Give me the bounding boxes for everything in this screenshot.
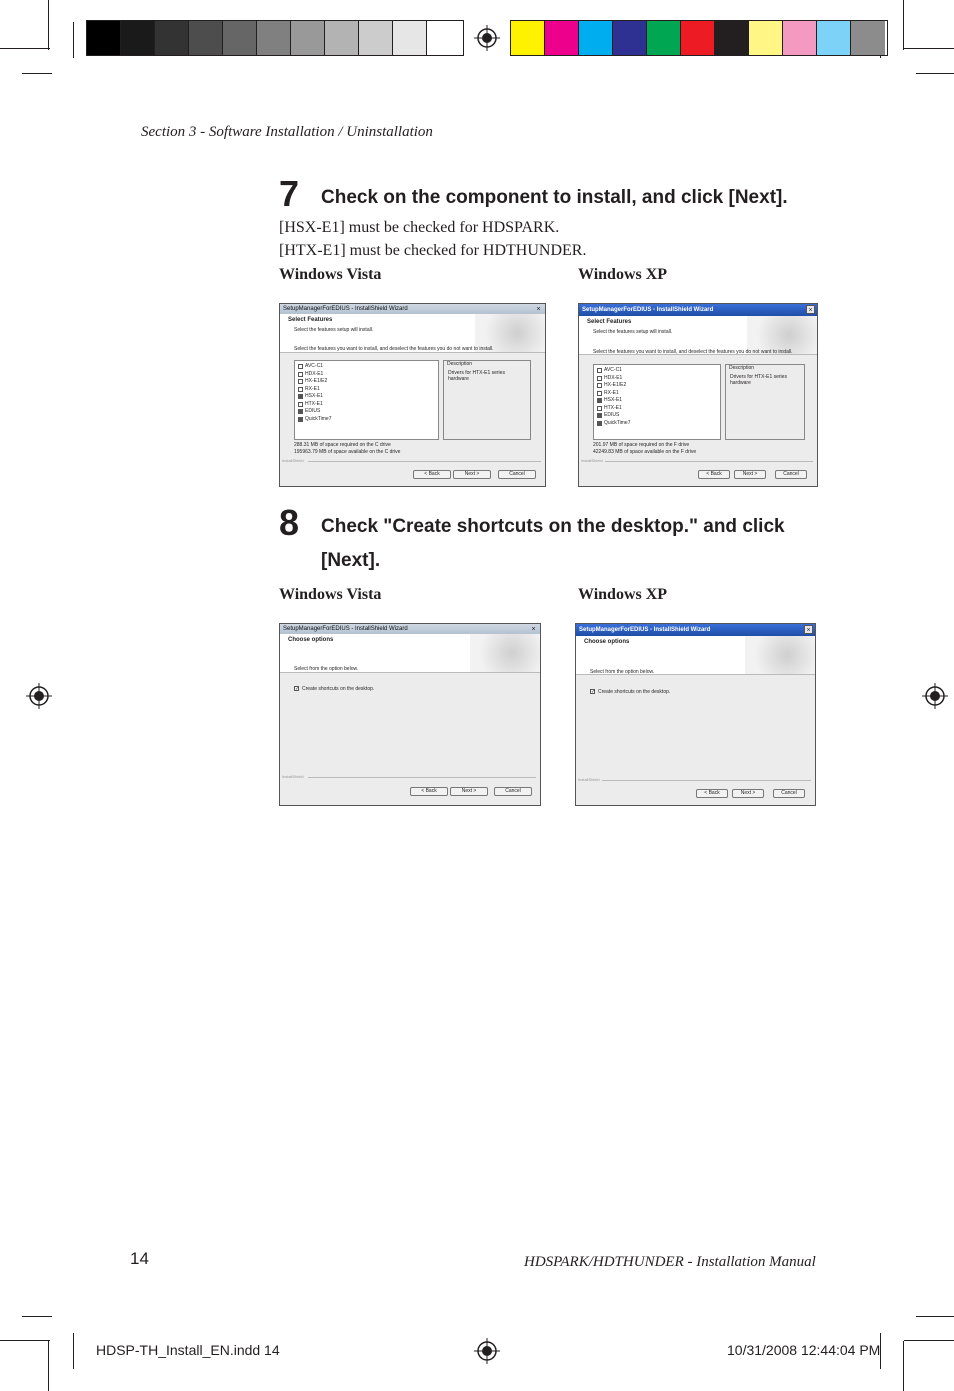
color-swatch [749, 21, 783, 55]
feature-label: EDIUS [604, 412, 620, 418]
dialog-titlebar: SetupManagerForEDIUS - InstallShield Wizard [576, 624, 815, 636]
next-button[interactable]: Next > [732, 789, 764, 798]
color-swatch [647, 21, 681, 55]
cancel-button[interactable]: Cancel [498, 470, 536, 479]
dialog-instruction: Select the features you want to install, and deselect the features you do not want to install. [294, 346, 494, 352]
vista-choose-options-dialog [279, 623, 541, 806]
cancel-button[interactable]: Cancel [494, 787, 532, 796]
feature-item[interactable] [295, 363, 438, 371]
dialog-subheading: Select the features setup will install. [593, 329, 673, 335]
checkbox-icon[interactable] [597, 406, 602, 411]
color-swatch [189, 21, 223, 55]
next-button[interactable]: Next > [453, 470, 491, 479]
description-box [725, 364, 805, 440]
step-title: Check "Create shortcuts on the desktop." and click [321, 516, 785, 537]
close-icon[interactable]: × [804, 625, 813, 634]
page-number: 14 [130, 1249, 149, 1268]
color-swatch [121, 21, 155, 55]
color-swatch [851, 21, 885, 55]
back-button[interactable]: < Back [413, 470, 451, 479]
color-swatch [511, 21, 545, 55]
manual-title: HDSPARK/HDTHUNDER - Installation Manual [524, 1254, 816, 1270]
dialog-titlebar: SetupManagerForEDIUS - InstallShield Wizard [579, 304, 817, 316]
color-swatch [783, 21, 817, 55]
dialog-instruction: Select the features you want to install, and deselect the features you do not want to install. [593, 349, 793, 355]
installshield-brand: InstallShield [282, 458, 304, 463]
checkbox-icon[interactable] [597, 391, 602, 396]
xp-select-features-dialog [578, 303, 818, 487]
color-swatch [87, 21, 121, 55]
step-title-continued: [Next]. [321, 550, 381, 571]
next-button[interactable]: Next > [450, 787, 488, 796]
crop-mark [0, 1340, 50, 1341]
checkbox-icon[interactable] [298, 372, 303, 377]
crop-mark [22, 1316, 52, 1317]
feature-label: HTX-E1 [604, 404, 622, 411]
feature-label: EDIUS [305, 408, 321, 414]
cancel-button[interactable]: Cancel [775, 470, 807, 479]
space-required: 288.31 MB of space required on the C drive [294, 442, 391, 448]
feature-label: AVC-C1 [604, 367, 622, 373]
section-header: Section 3 - Software Installation / Uninstallation [141, 124, 433, 140]
feature-label: QuickTime7 [305, 415, 332, 422]
feature-item[interactable] [295, 416, 438, 424]
color-swatch [291, 21, 325, 55]
header-artwork [745, 636, 815, 674]
back-button[interactable]: < Back [696, 789, 728, 798]
step-number: 7 [279, 173, 300, 214]
os-label-xp: Windows XP [578, 586, 668, 603]
dialog-titlebar: SetupManagerForEDIUS - InstallShield Wizard [280, 304, 545, 314]
dialog-heading: Select Features [587, 319, 632, 325]
feature-item[interactable] [594, 367, 720, 375]
registration-mark-icon [474, 25, 500, 51]
header-artwork [470, 634, 540, 672]
crop-mark [916, 1316, 954, 1317]
feature-item[interactable] [295, 393, 438, 401]
dialog-heading: Select Features [288, 317, 333, 323]
color-swatch [681, 21, 715, 55]
checkbox-icon[interactable] [597, 383, 602, 388]
feature-label: HX-E1/E2 [604, 382, 627, 388]
feature-label: HTX-E1 [305, 400, 323, 407]
close-icon[interactable]: × [531, 626, 536, 633]
checkbox-checked-icon[interactable] [597, 421, 602, 426]
separator [602, 780, 811, 781]
os-label-vista: Windows Vista [279, 586, 382, 603]
os-label-xp: Windows XP [578, 266, 668, 283]
dialog-instruction: Select from the option below. [590, 669, 655, 675]
description-text: Drivers for HTX-E1 series hardware [730, 374, 787, 386]
crop-mark [48, 1341, 49, 1391]
color-swatch [427, 21, 461, 55]
dialog-heading: Choose options [288, 637, 334, 643]
registration-mark-icon [922, 683, 948, 709]
crop-mark [904, 48, 954, 49]
color-swatch [715, 21, 749, 55]
next-button[interactable]: Next > [734, 470, 766, 479]
step-number: 8 [279, 502, 300, 543]
color-swatch [325, 21, 359, 55]
color-swatch [223, 21, 257, 55]
feature-item[interactable] [594, 397, 720, 405]
feature-tree[interactable] [593, 364, 721, 440]
feature-item[interactable] [594, 375, 720, 383]
dialog-titlebar: SetupManagerForEDIUS - InstallShield Wizard [280, 624, 540, 634]
feature-item[interactable] [594, 420, 720, 428]
separator [308, 777, 536, 778]
color-swatch [155, 21, 189, 55]
feature-item[interactable] [594, 382, 720, 390]
checkbox-checked-icon[interactable] [298, 409, 303, 414]
feature-label: HSX-E1 [305, 393, 324, 399]
registration-mark-icon [474, 1338, 500, 1364]
crop-mark [916, 73, 954, 74]
dialog-subheading: Select the features setup will install. [294, 327, 374, 333]
slug-timestamp: 10/31/2008 12:44:04 PM [727, 1342, 881, 1358]
cancel-button[interactable]: Cancel [773, 789, 805, 798]
crop-mark [903, 1341, 904, 1391]
crop-mark [73, 1333, 74, 1369]
feature-label: HDX-E1 [305, 370, 324, 377]
dialog-instruction: Select from the option below. [294, 666, 359, 672]
description-label: Description [447, 361, 473, 367]
color-swatch [613, 21, 647, 55]
back-button[interactable]: < Back [698, 470, 730, 479]
feature-label: RX-E1 [604, 389, 619, 396]
space-available: 42249.83 MB of space available on the F drive [593, 449, 697, 455]
feature-tree[interactable] [294, 360, 439, 440]
feature-label: AVC-C1 [305, 363, 323, 369]
installshield-brand: InstallShield [282, 774, 304, 779]
feature-item[interactable] [295, 401, 438, 409]
crop-mark [48, 0, 49, 50]
slug-filename: HDSP-TH_Install_EN.indd 14 [96, 1342, 280, 1358]
feature-item[interactable] [295, 408, 438, 416]
os-label-vista: Windows Vista [279, 266, 382, 283]
close-icon[interactable]: × [806, 305, 815, 314]
close-icon[interactable]: × [536, 306, 541, 313]
dialog-heading: Choose options [584, 639, 630, 645]
checkbox-icon[interactable] [298, 402, 303, 407]
option-label: Create shortcuts on the desktop. [598, 689, 671, 695]
checkbox-checked-icon[interactable] [298, 394, 303, 399]
feature-label: QuickTime7 [604, 419, 631, 426]
grayscale-bar [86, 20, 464, 56]
shortcut-option[interactable] [294, 686, 374, 692]
color-swatch [393, 21, 427, 55]
description-label: Description [729, 365, 755, 371]
instruction-line: [HSX-E1] must be checked for HDSPARK. [279, 219, 560, 236]
checkbox-checked-icon[interactable] [597, 398, 602, 403]
option-label: Create shortcuts on the desktop. [302, 686, 375, 692]
crop-mark [0, 48, 50, 49]
checkbox-checked-icon[interactable]: ✓ [591, 689, 596, 695]
checkbox-checked-icon[interactable] [597, 413, 602, 418]
feature-label: RX-E1 [305, 385, 320, 392]
color-bar [510, 20, 888, 56]
checkbox-checked-icon[interactable] [298, 417, 303, 422]
installshield-brand: InstallShield [581, 458, 603, 463]
color-swatch [545, 21, 579, 55]
feature-item[interactable] [594, 405, 720, 413]
xp-choose-options-dialog [575, 623, 816, 806]
feature-item[interactable] [295, 378, 438, 386]
color-swatch [257, 21, 291, 55]
separator [308, 461, 541, 462]
checkbox-icon[interactable] [597, 376, 602, 381]
description-box [443, 360, 531, 440]
feature-label: HX-E1/E2 [305, 378, 328, 384]
checkbox-icon[interactable] [597, 368, 602, 373]
color-swatch [817, 21, 851, 55]
checkbox-icon[interactable] [298, 379, 303, 384]
crop-mark [22, 73, 52, 74]
feature-item[interactable] [594, 412, 720, 420]
feature-label: HSX-E1 [604, 397, 623, 403]
checkbox-checked-icon[interactable]: ✓ [295, 686, 300, 692]
separator [605, 461, 813, 462]
color-swatch [359, 21, 393, 55]
feature-label: HDX-E1 [604, 374, 623, 381]
instruction-line: [HTX-E1] must be checked for HDTHUNDER. [279, 242, 587, 259]
installshield-brand: InstallShield [578, 777, 600, 782]
feature-item[interactable] [295, 371, 438, 379]
crop-mark [903, 0, 904, 50]
step-title: Check on the component to install, and click [Next]. [321, 187, 788, 208]
description-text: Drivers for HTX-E1 series hardware [448, 370, 505, 382]
vista-select-features-dialog [279, 303, 546, 487]
checkbox-icon[interactable] [298, 387, 303, 392]
color-swatch [579, 21, 613, 55]
shortcut-option[interactable] [590, 689, 670, 695]
feature-item[interactable] [295, 386, 438, 394]
crop-mark [73, 22, 74, 58]
crop-mark [904, 1340, 954, 1341]
space-required: 201.97 MB of space required on the F drive [593, 442, 690, 448]
space-available: 195963.79 MB of space available on the C drive [294, 449, 401, 455]
feature-item[interactable] [594, 390, 720, 398]
back-button[interactable]: < Back [410, 787, 448, 796]
checkbox-icon[interactable] [298, 364, 303, 369]
registration-mark-icon [26, 683, 52, 709]
